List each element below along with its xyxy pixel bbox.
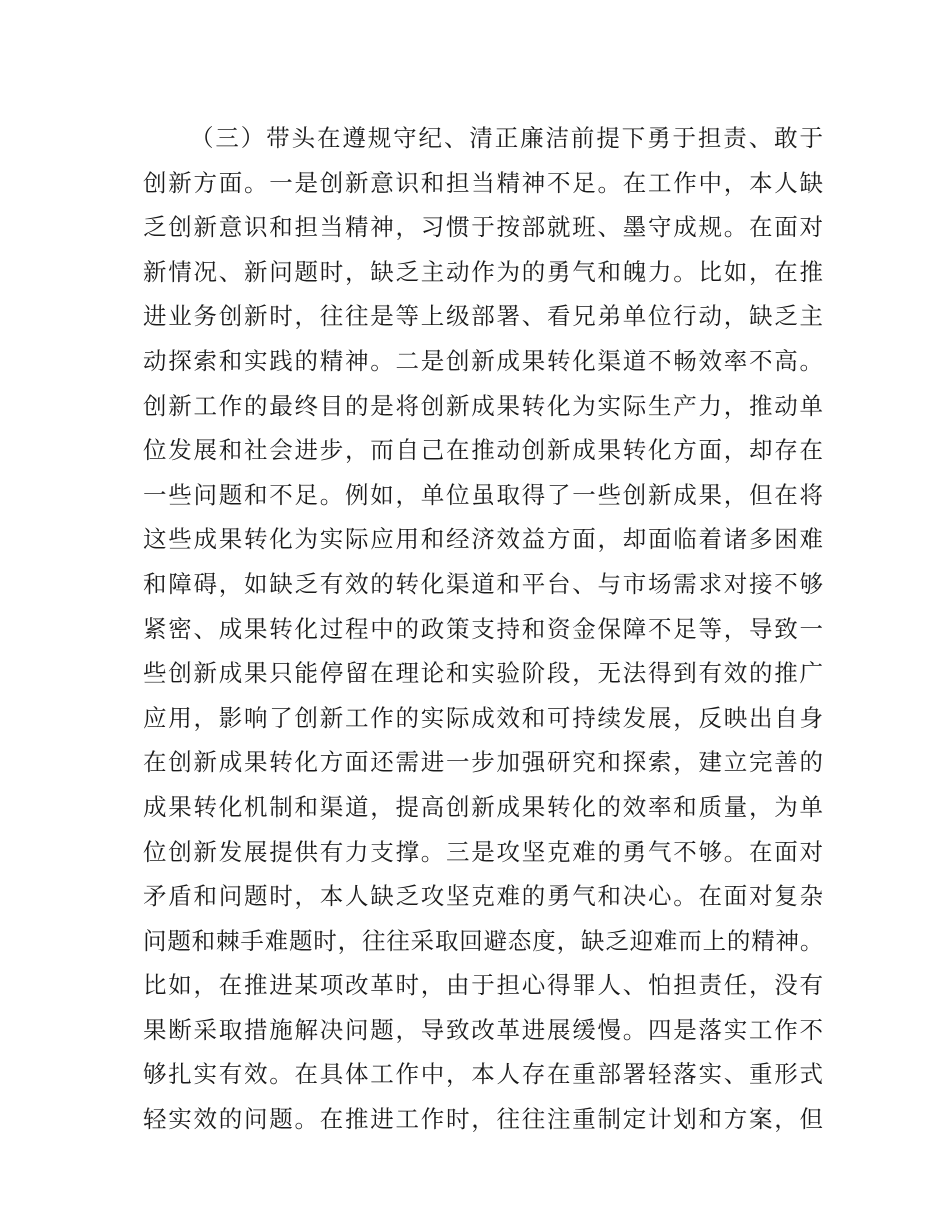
text-line: 这些成果转化为实际应用和经济效益方面，却面临着诸多困难 xyxy=(143,525,823,554)
text-line: 成果转化机制和渠道，提高创新成果转化的效率和质量，为单 xyxy=(143,792,823,821)
text-line: 乏创新意识和担当精神，习惯于按部就班、墨守成规。在面对 xyxy=(143,213,823,242)
text-line: 够扎实有效。在具体工作中，本人存在重部署轻落实、重形式 xyxy=(143,1060,823,1089)
text-line: （三）带头在遵规守纪、清正廉洁前提下勇于担责、敢于 xyxy=(190,124,823,152)
text-line: 创新方面。一是创新意识和担当精神不足。在工作中，本人缺 xyxy=(143,168,823,197)
text-line: 位创新发展提供有力支撑。三是攻坚克难的勇气不够。在面对 xyxy=(143,837,823,866)
text-line: 创新工作的最终目的是将创新成果转化为实际生产力，推动单 xyxy=(143,391,823,420)
text-line: 和障碍，如缺乏有效的转化渠道和平台、与市场需求对接不够 xyxy=(143,569,823,598)
text-line: 动探索和实践的精神。二是创新成果转化渠道不畅效率不高。 xyxy=(143,346,823,375)
text-line: 比如，在推进某项改革时，由于担心得罪人、怕担责任，没有 xyxy=(143,971,823,1000)
text-line: 些创新成果只能停留在理论和实验阶段，无法得到有效的推广 xyxy=(143,659,823,688)
text-line: 进业务创新时，往往是等上级部署、看兄弟单位行动，缺乏主 xyxy=(143,302,823,331)
text-line: 位发展和社会进步，而自己在推动创新成果转化方面，却存在 xyxy=(143,436,823,465)
text-line: 果断采取措施解决问题，导致改革进展缓慢。四是落实工作不 xyxy=(143,1015,823,1044)
text-line: 轻实效的问题。在推进工作时，往往注重制定计划和方案，但 xyxy=(143,1105,823,1134)
text-line: 紧密、成果转化过程中的政策支持和资金保障不足等，导致一 xyxy=(143,614,823,643)
text-line: 一些问题和不足。例如，单位虽取得了一些创新成果，但在将 xyxy=(143,480,823,509)
text-line: 矛盾和问题时，本人缺乏攻坚克难的勇气和决心。在面对复杂 xyxy=(143,882,823,911)
text-line: 问题和棘手难题时，往往采取回避态度，缺乏迎难而上的精神。 xyxy=(143,926,823,955)
text-line: 在创新成果转化方面还需进一步加强研究和探索，建立完善的 xyxy=(143,748,823,777)
body-paragraph xyxy=(143,116,823,1142)
text-line: 应用，影响了创新工作的实际成效和可持续发展，反映出自身 xyxy=(143,703,823,732)
text-line: 新情况、新问题时，缺乏主动作为的勇气和魄力。比如，在推 xyxy=(143,257,823,286)
